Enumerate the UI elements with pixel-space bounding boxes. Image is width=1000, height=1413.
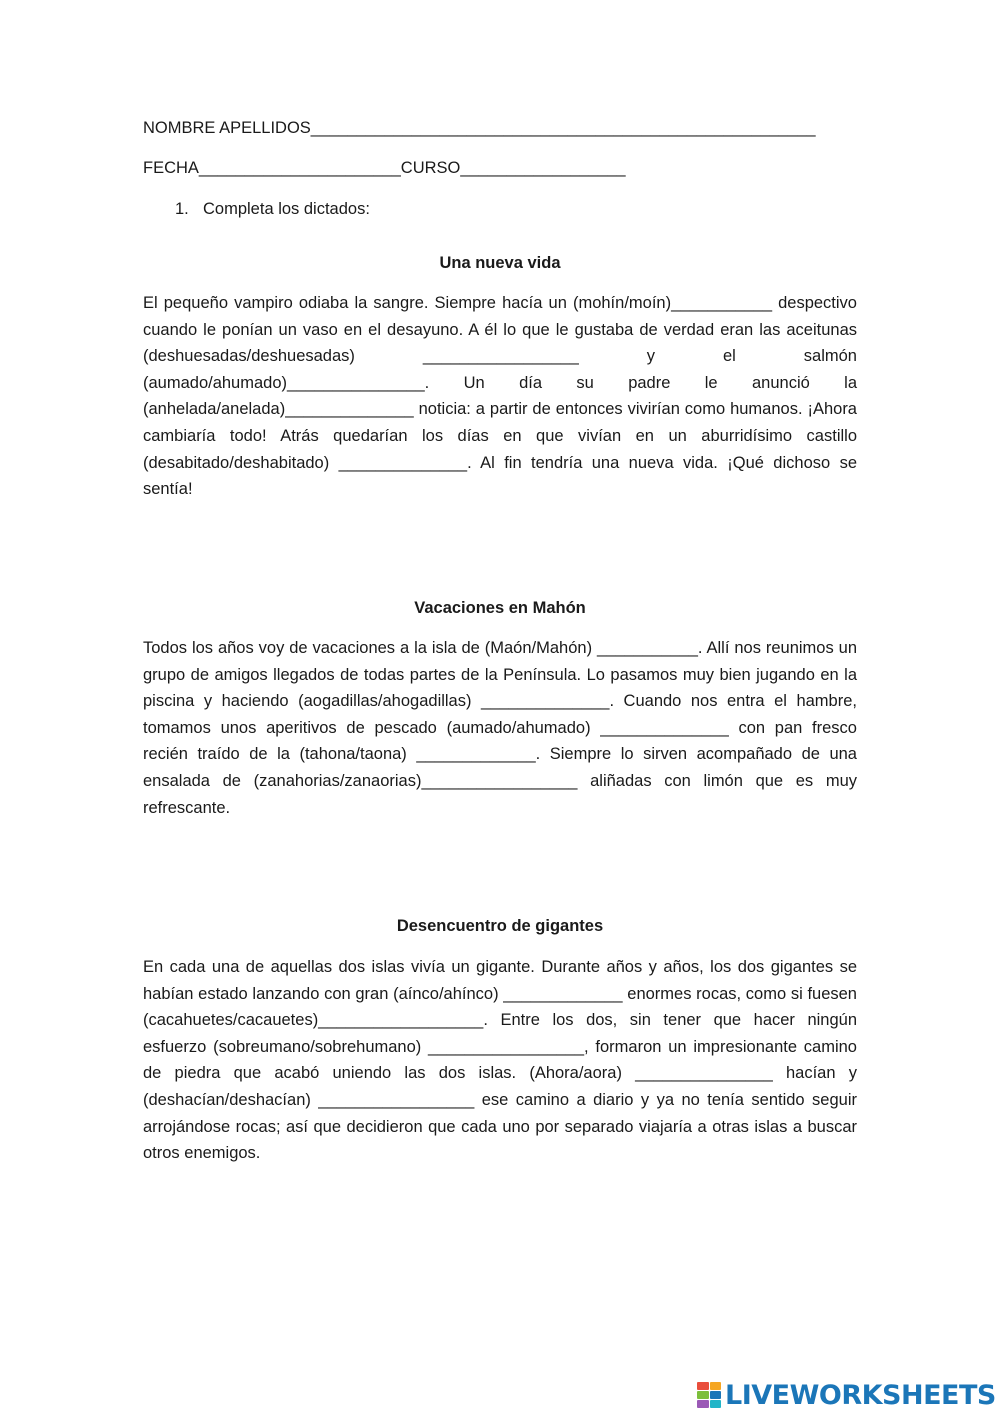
section-title-una-nueva-vida: Una nueva vida	[439, 254, 561, 272]
section-title-vacaciones-en-mahon: Vacaciones en Mahón	[414, 599, 586, 617]
logo-square	[697, 1382, 709, 1390]
section-title-desencuentro-de-gigantes: Desencuentro de gigantes	[396, 917, 604, 935]
logo-square	[710, 1400, 722, 1408]
liveworksheets-logo	[697, 1377, 996, 1413]
instruction-text: Completa los dictados:	[203, 200, 370, 218]
instruction-number: 1.	[175, 200, 189, 218]
name-field-line[interactable]: NOMBRE APELLIDOS_______________________________________________________	[143, 119, 816, 137]
section-text-vacaciones-en-mahon[interactable]: Todos los años voy de vacaciones a la isla de (Maón/Mahón) ___________. Allí nos reunimos un grupo de amigos llegados de todas partes de la Península. Lo pasamos muy bien jugando en la piscina y haciendo (aogadillas/ahogadillas) ______________. Cuando nos entra el hambre, tomamos unos aperitivos de pescado (aumado/ahumado) ______________ con pan fresco recién traído de la (tahona/taona) _____________. Siempre lo sirven acompañado de una ensalada de (zanahorias/zanaorias)_________________ aliñadas con limón que es muy refrescante.	[143, 639, 857, 817]
logo-square	[710, 1382, 722, 1390]
liveworksheets-logo-icon	[697, 1382, 721, 1408]
logo-square	[697, 1391, 709, 1399]
section-text-una-nueva-vida[interactable]: El pequeño vampiro odiaba la sangre. Siempre hacía un (mohín/moín)___________ despectivo cuando le ponían un vaso en el desayuno. A él lo que le gustaba de verdad eran las aceitunas (deshuesadas/deshuesadas) _________________ y el salmón (aumado/ahumado)_______________. Un día su padre le anunció la (anhelada/anelada)______________ noticia: a partir de entonces vivirían como humanos. ¡Ahora cambiaría todo! Atrás quedarían los días en que vivían en un aburridísimo castillo (desabitado/deshabitado) ______________. Al fin tendría una nueva vida. ¡Qué dichoso se sentía!	[143, 294, 857, 499]
logo-square	[697, 1400, 709, 1408]
instruction	[175, 200, 370, 219]
date-course-line[interactable]: FECHA______________________CURSO__________________	[143, 159, 626, 177]
section-text-desencuentro-de-gigantes[interactable]: En cada una de aquellas dos islas vivía un gigante. Durante años y años, los dos gigantes se habían estado lanzando con gran (aínco/ahínco) _____________ enormes rocas, como si fuesen (cacahuetes/cacauetes)__________________. Entre los dos, sin tener que hacer ningún esfuerzo (sobreumano/sobrehumano) _________________, formaron un impresionante camino de piedra que acabó uniendo las dos islas. (Ahora/aora) _______________ hacían y (deshacían/deshacían) _________________ ese camino a diario y ya no tenía sentido seguir arrojándose rocas; así que decidieron que cada uno por separado viajaría a otras islas a buscar otros enemigos.	[143, 958, 857, 1163]
liveworksheets-logo-text: LIVEWORKSHEETS	[725, 1379, 996, 1411]
logo-square	[710, 1391, 722, 1399]
